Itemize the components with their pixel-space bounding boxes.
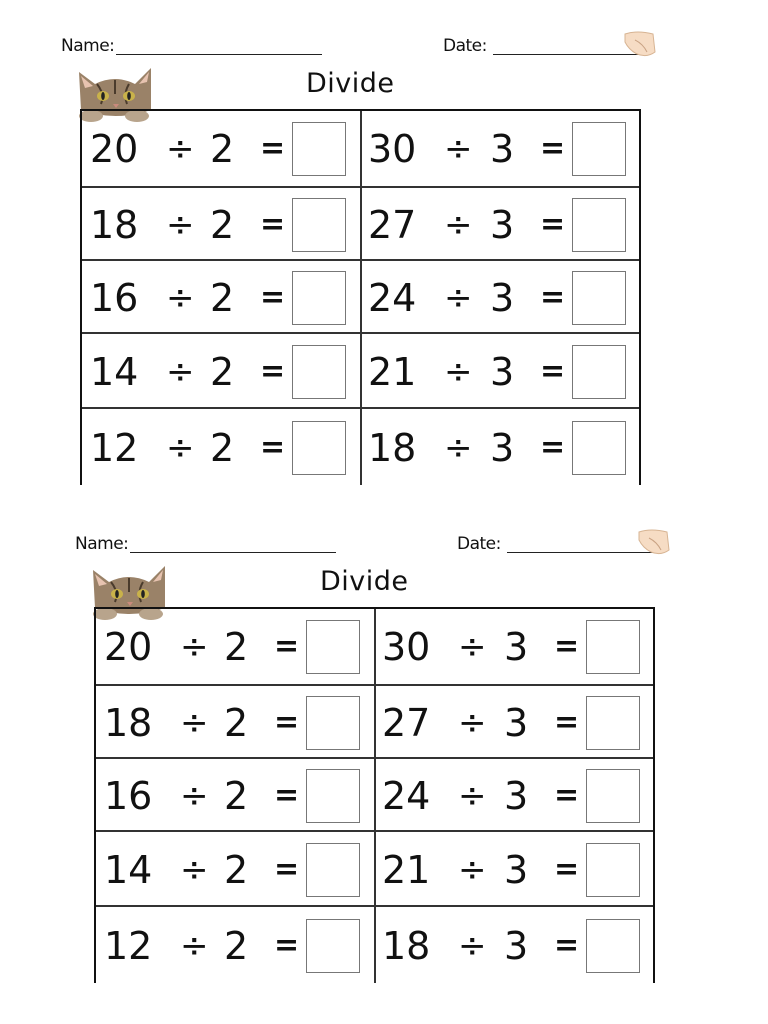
equals-sign: = bbox=[540, 353, 566, 389]
equals-sign: = bbox=[540, 279, 566, 315]
dividend: 21 bbox=[382, 847, 431, 892]
equals-sign: = bbox=[540, 206, 566, 242]
problem-row bbox=[82, 407, 639, 487]
right-problem bbox=[362, 334, 639, 409]
right-problem bbox=[376, 686, 653, 759]
division-sign: ÷ bbox=[458, 702, 487, 743]
dividend: 12 bbox=[90, 426, 139, 470]
dividend: 18 bbox=[368, 426, 417, 470]
answer-box[interactable] bbox=[572, 345, 626, 399]
division-sign: ÷ bbox=[458, 775, 487, 816]
equals-sign: = bbox=[554, 928, 580, 963]
dividend: 27 bbox=[368, 202, 417, 247]
name-field[interactable] bbox=[116, 54, 322, 55]
right-problem bbox=[376, 832, 653, 907]
left-problem bbox=[82, 334, 360, 409]
division-sign: ÷ bbox=[166, 277, 195, 318]
divisor: 3 bbox=[490, 202, 515, 247]
problem-row bbox=[82, 111, 639, 186]
right-problem bbox=[362, 188, 639, 261]
answer-box[interactable] bbox=[586, 919, 640, 973]
left-problem bbox=[96, 759, 374, 832]
date-label: Date: bbox=[443, 36, 487, 56]
date-field[interactable] bbox=[493, 54, 643, 55]
problem-row bbox=[82, 259, 639, 334]
division-sign: ÷ bbox=[444, 351, 473, 392]
divisor: 3 bbox=[504, 847, 529, 892]
dividend: 18 bbox=[382, 924, 431, 968]
dividend: 18 bbox=[104, 700, 153, 745]
divisor: 2 bbox=[224, 773, 249, 818]
divisor: 2 bbox=[224, 624, 249, 669]
division-sign: ÷ bbox=[166, 204, 195, 245]
divisor: 3 bbox=[504, 924, 529, 968]
problem-row bbox=[82, 332, 639, 409]
equals-sign: = bbox=[274, 928, 300, 963]
equals-sign: = bbox=[260, 279, 286, 315]
division-sign: ÷ bbox=[444, 204, 473, 245]
dividend: 16 bbox=[104, 773, 153, 818]
left-problem bbox=[96, 832, 374, 907]
dividend: 18 bbox=[90, 202, 139, 247]
dividend: 27 bbox=[382, 700, 431, 745]
answer-box[interactable] bbox=[586, 769, 640, 823]
dividend: 30 bbox=[368, 126, 417, 171]
answer-box[interactable] bbox=[292, 122, 346, 176]
date-field[interactable] bbox=[507, 552, 657, 553]
dividend: 14 bbox=[104, 847, 153, 892]
equals-sign: = bbox=[274, 628, 300, 664]
division-sign: ÷ bbox=[444, 277, 473, 318]
answer-box[interactable] bbox=[306, 769, 360, 823]
division-sign: ÷ bbox=[166, 128, 195, 169]
equals-sign: = bbox=[554, 704, 580, 740]
problem-grid bbox=[94, 607, 655, 983]
problem-grid bbox=[80, 109, 641, 485]
equals-sign: = bbox=[554, 777, 580, 813]
division-sign: ÷ bbox=[180, 626, 209, 667]
left-problem bbox=[82, 111, 360, 186]
divisor: 3 bbox=[504, 624, 529, 669]
division-sign: ÷ bbox=[458, 926, 487, 966]
divisor: 2 bbox=[224, 924, 249, 968]
hand-icon bbox=[623, 30, 657, 60]
division-sign: ÷ bbox=[444, 128, 473, 169]
left-problem bbox=[96, 686, 374, 759]
right-problem bbox=[362, 261, 639, 334]
equals-sign: = bbox=[554, 851, 580, 887]
division-sign: ÷ bbox=[458, 849, 487, 890]
divisor: 2 bbox=[210, 349, 235, 394]
division-sign: ÷ bbox=[444, 428, 473, 468]
dividend: 30 bbox=[382, 624, 431, 669]
equals-sign: = bbox=[540, 430, 566, 465]
equals-sign: = bbox=[274, 851, 300, 887]
equals-sign: = bbox=[260, 130, 286, 166]
right-problem bbox=[362, 111, 639, 186]
answer-box[interactable] bbox=[586, 696, 640, 750]
division-sign: ÷ bbox=[166, 351, 195, 392]
division-sign: ÷ bbox=[180, 849, 209, 890]
equals-sign: = bbox=[260, 206, 286, 242]
problem-row bbox=[96, 905, 653, 985]
answer-box[interactable] bbox=[572, 421, 626, 475]
left-problem bbox=[82, 188, 360, 261]
divisor: 3 bbox=[504, 700, 529, 745]
date-label: Date: bbox=[457, 534, 501, 554]
divisor: 2 bbox=[210, 126, 235, 171]
dividend: 21 bbox=[368, 349, 417, 394]
answer-box[interactable] bbox=[572, 271, 626, 325]
name-label: Name: bbox=[75, 534, 129, 554]
divisor: 2 bbox=[224, 700, 249, 745]
dividend: 16 bbox=[90, 275, 139, 320]
dividend: 24 bbox=[382, 773, 431, 818]
answer-box[interactable] bbox=[586, 843, 640, 897]
divisor: 2 bbox=[210, 202, 235, 247]
equals-sign: = bbox=[260, 430, 286, 465]
divisor: 2 bbox=[210, 426, 235, 470]
name-label: Name: bbox=[61, 36, 115, 56]
hand-icon bbox=[637, 528, 671, 558]
dividend: 20 bbox=[90, 126, 139, 171]
answer-box[interactable] bbox=[292, 198, 346, 252]
divisor: 3 bbox=[490, 126, 515, 171]
answer-box[interactable] bbox=[306, 843, 360, 897]
name-field[interactable] bbox=[130, 552, 336, 553]
worksheet-title: Divide bbox=[320, 566, 409, 597]
dividend: 12 bbox=[104, 924, 153, 968]
left-problem bbox=[82, 261, 360, 334]
equals-sign: = bbox=[260, 353, 286, 389]
right-problem bbox=[376, 907, 653, 985]
right-problem bbox=[362, 409, 639, 487]
equals-sign: = bbox=[554, 628, 580, 664]
answer-box[interactable] bbox=[572, 122, 626, 176]
left-problem bbox=[82, 409, 360, 487]
problem-row bbox=[82, 186, 639, 261]
answer-box[interactable] bbox=[292, 271, 346, 325]
divisor: 2 bbox=[210, 275, 235, 320]
divisor: 3 bbox=[490, 426, 515, 470]
divisor: 3 bbox=[504, 773, 529, 818]
equals-sign: = bbox=[274, 777, 300, 813]
problem-row bbox=[96, 609, 653, 684]
answer-box[interactable] bbox=[586, 620, 640, 674]
dividend: 24 bbox=[368, 275, 417, 320]
equals-sign: = bbox=[274, 704, 300, 740]
dividend: 20 bbox=[104, 624, 153, 669]
answer-box[interactable] bbox=[292, 421, 346, 475]
worksheet-title: Divide bbox=[306, 68, 395, 99]
division-sign: ÷ bbox=[180, 702, 209, 743]
division-sign: ÷ bbox=[180, 775, 209, 816]
division-sign: ÷ bbox=[166, 428, 195, 468]
left-problem bbox=[96, 609, 374, 684]
right-problem bbox=[376, 609, 653, 684]
divisor: 3 bbox=[490, 349, 515, 394]
left-problem bbox=[96, 907, 374, 985]
answer-box[interactable] bbox=[292, 345, 346, 399]
divisor: 3 bbox=[490, 275, 515, 320]
divisor: 2 bbox=[224, 847, 249, 892]
problem-row bbox=[96, 757, 653, 832]
right-problem bbox=[376, 759, 653, 832]
dividend: 14 bbox=[90, 349, 139, 394]
equals-sign: = bbox=[540, 130, 566, 166]
problem-row bbox=[96, 830, 653, 907]
division-sign: ÷ bbox=[180, 926, 209, 966]
worksheet-1 bbox=[61, 30, 661, 520]
answer-box[interactable] bbox=[572, 198, 626, 252]
worksheet-2 bbox=[75, 528, 675, 1018]
answer-box[interactable] bbox=[306, 919, 360, 973]
answer-box[interactable] bbox=[306, 696, 360, 750]
answer-box[interactable] bbox=[306, 620, 360, 674]
problem-row bbox=[96, 684, 653, 759]
division-sign: ÷ bbox=[458, 626, 487, 667]
